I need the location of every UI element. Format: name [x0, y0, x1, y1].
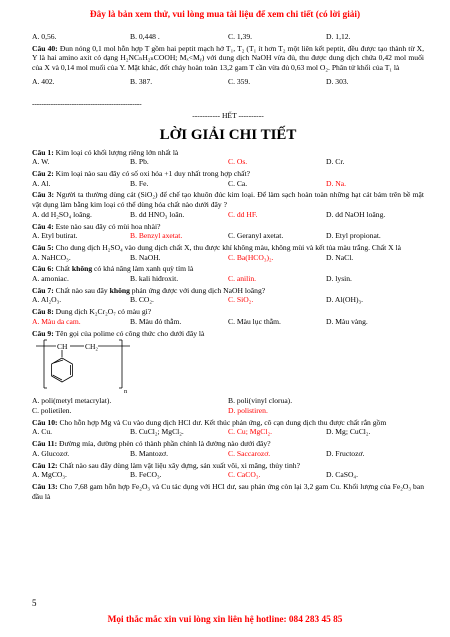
question-label: Câu 5:	[32, 242, 54, 252]
option: D. polistiren.	[228, 405, 268, 415]
question-text: Đường mía, đường phèn có thành phần chính là đường nào dưới đây?	[59, 439, 271, 449]
option: C. dd HF.	[228, 209, 258, 219]
option: B. Mantozơ.	[130, 448, 168, 458]
question-text: Người ta thường dùng cát (SiO₂) để chế tạo khuôn đúc kim loại. Để làm sạch hoàn toàn những hạt cát bám trên bề mặt vật dụng làm bằng kim loại có thể dùng hóa chất nào dưới đây ?	[32, 190, 424, 210]
option: D. lysin.	[326, 274, 352, 284]
question-text: Chất	[55, 264, 72, 274]
option: C. SiO₂.	[228, 295, 254, 305]
option-d: D. 1,12.	[326, 32, 351, 41]
question-label: Câu 13:	[32, 481, 58, 491]
question-label: Câu 1:	[32, 147, 54, 157]
options-row	[32, 406, 424, 416]
option: C. anilin.	[228, 274, 257, 284]
question-label: Câu 6:	[32, 264, 54, 274]
option: B. NaOH.	[130, 252, 161, 262]
option: B. dd HNO₃ loãn.	[130, 209, 185, 219]
option: C. Geranyl axetat.	[228, 231, 284, 241]
section-title: LỜI GIẢI CHI TIẾT	[159, 126, 297, 143]
question-label: Câu 11:	[32, 439, 58, 449]
option: C. polietilen.	[32, 405, 72, 415]
separator-line: -----------------------------------------------	[32, 98, 142, 108]
option: D. Màu vàng.	[326, 316, 368, 326]
option: D. NaCl.	[326, 252, 354, 262]
question-item	[32, 329, 424, 339]
question-text: phản ứng được với dung dịch NaOH loãng?	[129, 285, 266, 295]
question-label: Câu 9:	[32, 328, 54, 338]
question-item	[32, 264, 424, 274]
options-row	[32, 449, 424, 459]
question-list	[32, 148, 424, 502]
option: B. poli(vinyl clorua).	[228, 396, 293, 406]
option: D. Fructozơ.	[326, 448, 365, 458]
option: C. Cu; MgCl₂.	[228, 427, 273, 437]
option: A. poli(metyl metacrylat).	[32, 396, 112, 406]
question-item	[32, 461, 424, 471]
subscript-n: n	[124, 388, 128, 396]
question-text: Dung dịch K₂Cr₂O₇ có màu gì?	[55, 307, 152, 317]
option-d: D. 303.	[326, 76, 349, 86]
option-b: B. 0,448 .	[130, 32, 160, 41]
question-item	[32, 148, 424, 158]
question-label: Câu 10:	[32, 417, 58, 427]
option: C. Màu lục thẫm.	[228, 316, 281, 326]
question-label: Câu 40:	[32, 43, 58, 53]
question-label: Câu 12:	[32, 460, 58, 470]
option: B. CO₂.	[130, 295, 154, 305]
options-row	[32, 253, 424, 263]
preview-header: Đây là bản xem thử, vui lòng mua tài liệu để xem chi tiết (có lời giải)	[89, 10, 361, 20]
option: D. Al(OH)₃.	[326, 295, 364, 305]
question-item	[32, 169, 424, 179]
option: B. Pb.	[130, 157, 149, 167]
option: C. CaCO₃.	[228, 470, 261, 480]
question-item	[32, 222, 424, 232]
option: B. Benzyl axetat.	[130, 231, 183, 241]
option: C. Ca.	[228, 178, 248, 188]
question-item	[32, 243, 424, 253]
option: B. FeCO₃.	[130, 470, 162, 480]
polystyrene-formula-diagram	[32, 338, 142, 396]
options-row	[32, 396, 424, 406]
page-number: 5	[32, 598, 37, 608]
options-row	[32, 210, 424, 220]
question-emphasis: không	[71, 264, 93, 274]
question-text: Chất nào sau đây	[55, 285, 110, 295]
polymer-structure	[32, 338, 424, 396]
question-text: Tên gọi của polime có công thức cho dưới đây là	[55, 328, 205, 338]
option: D. Na.	[326, 178, 347, 188]
options-row	[32, 427, 424, 437]
question-text: Cho hỗn hợp Mg và Cu vào dung dịch HCl dư. Kết thúc phản ứng, cô cạn dung dịch thu được chất rắn gồm	[59, 417, 387, 427]
ch-label: CH	[57, 342, 68, 352]
question-text: Kim loại có khối lượng riêng lớn nhất là	[55, 147, 179, 157]
options-row	[32, 295, 424, 305]
options-row	[32, 470, 424, 480]
question-label: Câu 4:	[32, 221, 54, 231]
question-text: Este nào sau đây có mùi hoa nhài?	[55, 221, 161, 231]
option: A. Al.	[32, 178, 51, 188]
option: D. Cr.	[326, 157, 345, 167]
question-item	[32, 439, 424, 449]
option: A. NaHCO₃.	[32, 252, 71, 262]
option: D. Etyl propionat.	[326, 231, 381, 241]
option: A. Glucozơ.	[32, 448, 70, 458]
options-row	[32, 231, 424, 241]
q40-options	[32, 77, 424, 87]
question-40	[32, 44, 424, 73]
option-a: A. 0,56.	[32, 32, 57, 41]
option: C. Os.	[228, 157, 248, 167]
option: A. W.	[32, 157, 50, 167]
option: B. CuCl₂; MgCl₂.	[130, 427, 184, 437]
question-text: có khả năng làm xanh quỳ tím là	[92, 264, 194, 274]
question-label: Câu 8:	[32, 307, 54, 317]
ch2-label: CH₂	[85, 342, 99, 352]
option-a: A. 402.	[32, 76, 55, 86]
hotline-footer: Mọi thắc mắc xin vui lòng xin liên hệ hotline: 084 283 45 85	[107, 615, 343, 625]
question-item	[32, 307, 424, 317]
options-row	[32, 274, 424, 284]
option-c: C. 1,39.	[228, 32, 253, 41]
option: C. Ba(HCO₃)₂.	[228, 252, 274, 262]
option: A. amoniac.	[32, 274, 69, 284]
question-item	[32, 286, 424, 296]
option: B. Fe.	[130, 178, 149, 188]
question-text: Chất nào sau đây dùng làm vật liệu xây dựng, sản xuất vôi, xi măng, thủy tinh?	[59, 460, 300, 470]
option: A. Etyl butirat.	[32, 231, 78, 241]
question-emphasis: không	[109, 285, 130, 295]
option: D. Mg; CuCl₂.	[326, 427, 371, 437]
option: A. Cu.	[32, 427, 53, 437]
option: D. dd NaOH loãng.	[326, 209, 386, 219]
question-item	[32, 418, 424, 428]
options-row	[32, 179, 424, 189]
top-options-row	[32, 32, 424, 42]
question-item	[32, 190, 424, 209]
question-text: Cho 7,68 gam hỗn hợp Fe₂O₃ và Cu tác dụng với HCl dư, sau phản ứng còn lại 3,2 gam Cu. Khối lượng của Fe₂O₃ ban đầu là	[32, 481, 425, 501]
option: C. Saccarozơ.	[228, 448, 271, 458]
question-text: Cho dung dịch H₂SO₄ vào dung dịch chất X, thu được khí không màu, không mùi và kết tủa màu trắng. Chất X là	[55, 242, 402, 252]
option: A. Al₂O₃.	[32, 295, 62, 305]
option: B. Màu đỏ thẫm.	[130, 316, 182, 326]
question-label: Câu 2:	[32, 169, 54, 179]
question-text: Kim loại nào sau đây có số oxi hóa +1 duy nhất trong hợp chất?	[55, 169, 250, 179]
option: A. Màu da cam.	[32, 316, 81, 326]
question-label: Câu 7:	[32, 285, 54, 295]
option-b: B. 387.	[130, 76, 153, 86]
option: B. kali hiđroxit.	[130, 274, 179, 284]
option: A. dd H₂SO₄ loãng.	[32, 209, 92, 219]
option: D. CaSO₄.	[326, 470, 358, 480]
option: A. MgCO₃.	[32, 470, 67, 480]
benzene-ring	[52, 358, 73, 382]
end-mark: ----------- HẾT ----------	[192, 111, 264, 121]
option-c: C. 359.	[228, 76, 251, 86]
options-row	[32, 317, 424, 327]
question-label: Câu 3:	[32, 190, 55, 200]
question-item	[32, 482, 424, 501]
options-row	[32, 157, 424, 167]
question-text: Đun nóng 0,1 mol hỗn hợp T gồm hai peptit mạch hở T₁, T₂ (T₁ ít hơn T₂ một liên kết peptit, đều được tạo thành từ X, Y là hai amino axit có dạng H₂NCₙH₂ₙCOOH; Mₓ<Mᵧ) với dung dịch NaOH vừa đủ, thu được dung dịch chứa 0,42 mol muối của X và 0,14 mol muối của Y. Mặt khác, đốt cháy hoàn toàn 13,2 gam T cần vừa đủ 0,63 mol O₂. Phân tử khối của T₁ là	[32, 43, 424, 73]
content	[32, 32, 424, 501]
